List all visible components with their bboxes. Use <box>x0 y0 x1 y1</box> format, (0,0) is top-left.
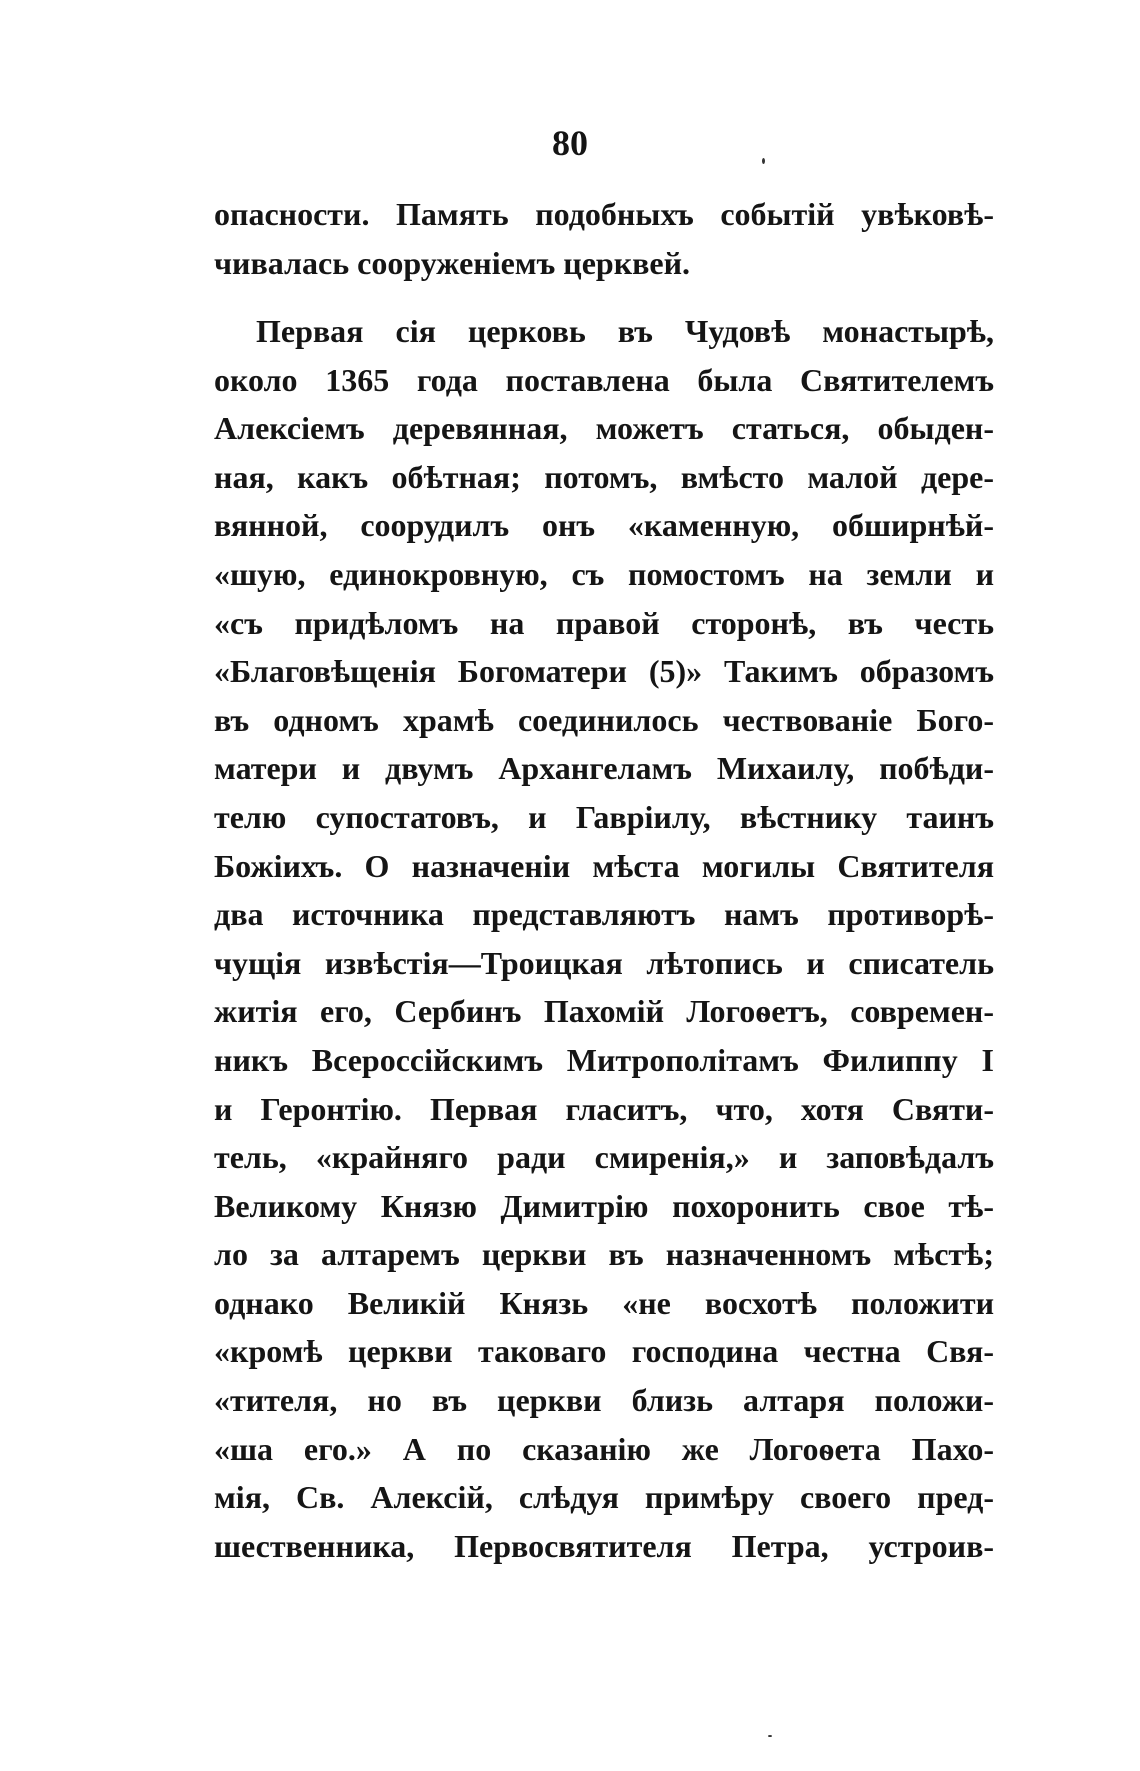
text-line: Первая сія церковь въ Чудовѣ монастырѣ, <box>256 313 994 349</box>
text-line: Божіихъ. О назначеніи мѣста могилы Святителя <box>214 847 994 884</box>
text-line: «Благовѣщенія Богоматери (5)» Такимъ образомъ <box>214 653 994 690</box>
text-line: житія его, Сербинъ Пахомій Логоѳетъ, современ- <box>214 993 994 1030</box>
text-line: мія, Св. Алексій, слѣдуя примѣру своего пред- <box>214 1479 994 1516</box>
print-speck <box>768 1735 772 1737</box>
text-line: телю супостатовъ, и Гавріилу, вѣстнику таинъ <box>214 798 994 835</box>
text-line: Великому Князю Димитрію похоронить свое тѣ- <box>214 1187 994 1224</box>
text-line: тель, «крайняго ради смиренія,» и заповѣдалъ <box>214 1139 994 1176</box>
text-line: «кромѣ церкви таковаго господина честна Свя- <box>214 1333 994 1370</box>
text-line: однако Великій Князь «не восхотѣ положити <box>214 1284 994 1321</box>
text-line: ло за алтаремъ церкви въ назначенномъ мѣстѣ; <box>214 1236 994 1273</box>
text-line: «шую, единокровную, съ помостомъ на земли и <box>214 555 994 592</box>
text-line: около 1365 года поставлена была Святителемъ <box>214 361 994 398</box>
text-line: ная, какъ обѣтная; потомъ, вмѣсто малой дере- <box>214 458 994 495</box>
text-line: «тителя, но въ церкви близь алтаря положи- <box>214 1382 994 1419</box>
paragraph-1 <box>214 190 994 287</box>
print-speck <box>762 158 765 164</box>
text-line: Алексіемъ деревянная, можетъ статься, обыден- <box>214 410 994 447</box>
text-line: шественника, Первосвятителя Петра, устроив- <box>214 1527 994 1564</box>
text-line: чивалась сооруженіемъ церквей. <box>214 244 691 281</box>
text-line: опасности. Память подобныхъ событій увѣковѣ- <box>214 196 994 232</box>
text-line: «съ придѣломъ на правой сторонѣ, въ честь <box>214 604 994 641</box>
text-line: чущія извѣстія—Троицкая лѣтопись и списатель <box>214 944 994 981</box>
text-line: вянной, соорудилъ онъ «каменную, обширнѣй- <box>214 507 994 544</box>
page-number: 80 <box>552 123 588 163</box>
text-line: «ша его.» А по сказанію же Логоѳета Пахо- <box>214 1430 994 1467</box>
text-line: два источника представляютъ намъ противорѣ- <box>214 896 994 933</box>
text-line: никъ Всероссійскимъ Митрополітамъ Филиппу I <box>214 1041 994 1078</box>
paragraph-2 <box>214 307 994 1570</box>
text-line: матери и двумъ Архангеламъ Михаилу, побѣди- <box>214 750 994 787</box>
text-line: въ одномъ храмѣ соединилось чествованіе Бого- <box>214 701 994 738</box>
text-line: и Геронтію. Первая гласитъ, что, хотя Святи- <box>214 1090 994 1127</box>
